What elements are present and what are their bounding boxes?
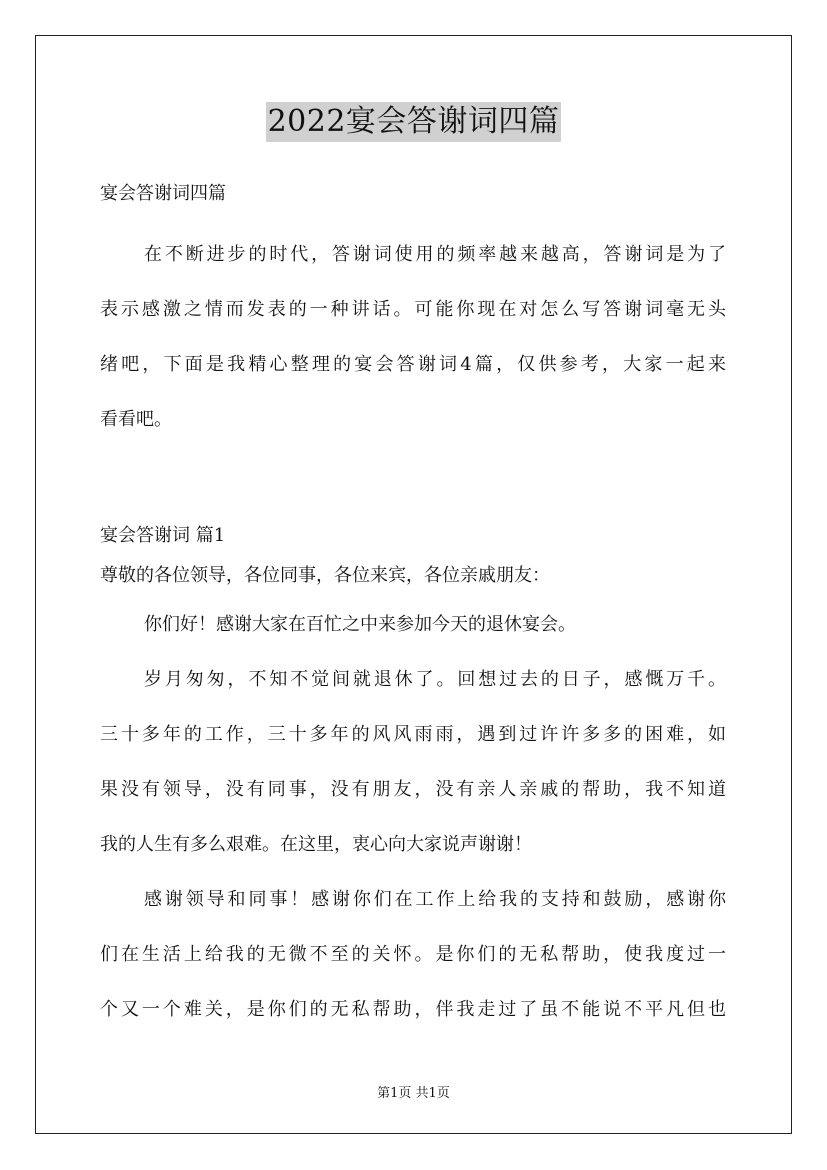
document-body: [100, 175, 726, 1037]
paragraph-line: 绪吧，下面是我精心整理的宴会答谢词4篇，仅供参考，大家一起来: [100, 354, 726, 375]
title-container: [0, 102, 827, 142]
paragraph-line: 看看吧。: [100, 409, 172, 430]
document-subtitle: 宴会答谢词四篇: [100, 183, 226, 204]
paragraph-3: [100, 872, 726, 1037]
greeting-line: 你们好！感谢大家在百忙之中来参加今天的退休宴会。: [144, 614, 576, 635]
section-heading: 宴会答谢词 篇1: [100, 525, 226, 546]
paragraph-line: 岁月匆匆，不知不觉间就退休了。回想过去的日子，感慨万千。: [144, 669, 726, 690]
paragraph-line: 三十多年的工作，三十多年的风风雨雨，遇到过许许多多的困难，如: [100, 724, 726, 745]
document-title: 2022宴会答谢词四篇: [266, 102, 562, 142]
paragraph-line: 果没有领导，没有同事，没有朋友，没有亲人亲戚的帮助，我不知道: [100, 779, 726, 800]
paragraph-line: 我的人生有多么艰难。在这里，衷心向大家说声谢谢！: [100, 834, 532, 855]
salutation: 尊敬的各位领导，各位同事，各位来宾，各位亲戚朋友：: [100, 565, 550, 586]
page-footer: [0, 1082, 827, 1101]
paragraph-line: 个又一个难关，是你们的无私帮助，伴我走过了虽不能说不平凡但也: [100, 999, 726, 1020]
paragraph-line: 表示感激之情而发表的一种讲话。可能你现在对怎么写答谢词毫无头: [100, 299, 726, 320]
paragraph-2: [100, 652, 726, 872]
paragraph-line: 在不断进步的时代，答谢词使用的频率越来越高，答谢词是为了: [144, 244, 726, 265]
paragraph-line: 们在生活上给我的无微不至的关怀。是你们的无私帮助，使我度过一: [100, 944, 726, 965]
paragraph-line: 感谢领导和同事！感谢你们在工作上给我的支持和鼓励，感谢你: [144, 889, 726, 910]
intro-paragraph: [100, 227, 726, 447]
page-number: 第1页 共1页: [377, 1086, 450, 1101]
